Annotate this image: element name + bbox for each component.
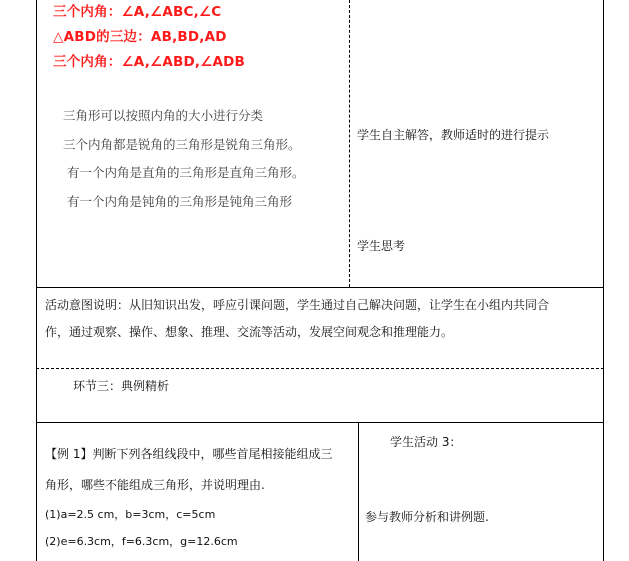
- row-divider-2: [36, 368, 604, 369]
- student-activity-label: 学生活动 3：: [390, 435, 462, 449]
- triangle-abd-sides: △ABD的三边：AB,BD,AD: [53, 29, 227, 45]
- column-divider-top: [349, 0, 350, 287]
- classification-heading: 三角形可以按照内角的大小进行分类: [63, 108, 264, 123]
- example-item-1: (1)a=2.5 cm，b=3cm，c=5cm: [45, 508, 216, 521]
- student-activity-detail: 参与教师分析和讲例题.: [365, 510, 489, 524]
- right-triangle-definition: 有一个内角是直角的三角形是直角三角形。: [67, 165, 305, 180]
- example-question-line-2: 角形，哪些不能组成三角形，并说明理由.: [45, 478, 265, 492]
- interior-angles-abd: 三个内角：∠A,∠ABD,∠ADB: [53, 54, 246, 70]
- row-divider-1: [36, 287, 604, 288]
- acute-triangle-definition: 三个内角都是锐角的三角形是锐角三角形。: [63, 137, 301, 152]
- student-activity-text: 学生自主解答，教师适时的进行提示: [357, 128, 550, 142]
- column-divider-bottom: [358, 422, 359, 561]
- obtuse-triangle-definition: 有一个内角是钝角的三角形是钝角三角形: [67, 194, 293, 209]
- student-think-text: 学生思考: [357, 239, 406, 253]
- intent-line-1: 活动意图说明：从旧知识出发，呼应引课问题，学生通过自己解决问题，让学生在小组内共同合: [45, 298, 550, 312]
- interior-angles-abc: 三个内角：∠A,∠ABC,∠C: [53, 4, 222, 20]
- table-left-border: [36, 0, 37, 561]
- example-question-line-1: 【例 1】判断下列各组线段中，哪些首尾相接能组成三: [45, 447, 333, 461]
- row-divider-3: [36, 422, 604, 423]
- example-item-2: (2)e=6.3cm，f=6.3cm，g=12.6cm: [45, 535, 238, 548]
- section-title: 环节三：典例精析: [73, 379, 170, 393]
- table-right-border: [603, 0, 604, 561]
- intent-line-2: 作，通过观察、操作、想象、推理、交流等活动，发展空间观念和推理能力。: [45, 325, 454, 339]
